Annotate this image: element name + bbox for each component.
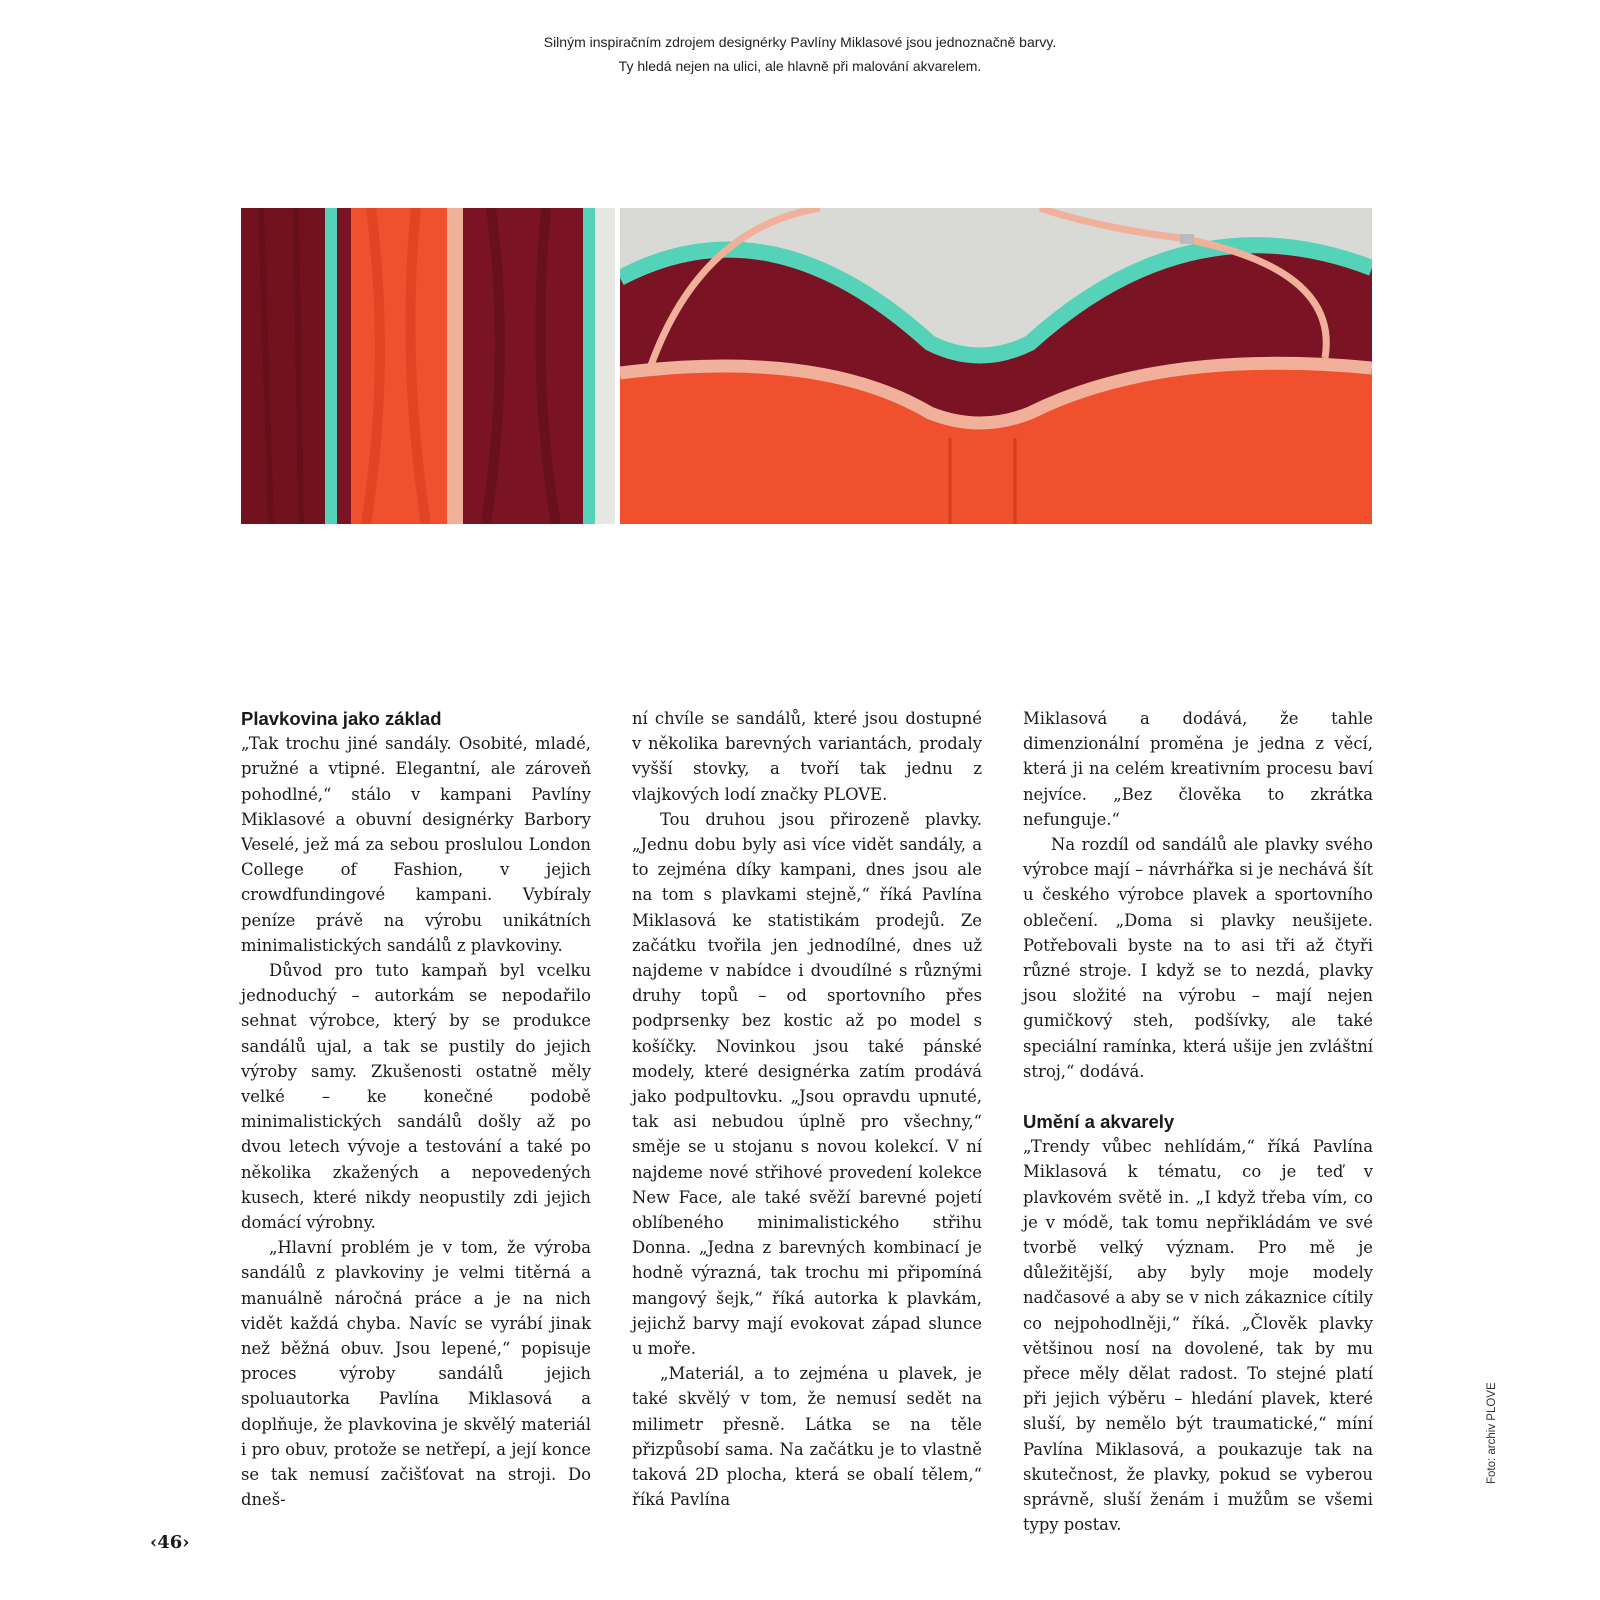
paragraph: „Tak trochu jiné sandály. Osobité, mladé, pružné a vtipné. Elegantní, ale zároveň pohodlné,“ stálo v kampani Pavlíny Miklasové a obuvní designérky Barbory Veselé, jež má za sebou proslulou London College of Fashion, v jejich crowdfundingové kampani. Vybíraly peníze právě na výrobu unikátních minimalistických sandálů z plavkoviny. — [241, 734, 591, 955]
paragraph: Důvod pro tuto kampaň byl vcelku jednoduchý – autorkám se nepodařilo sehnat výrobce, který by se produkce sandálů ujal, a tak se pustily do jejich výroby samy. Zkušenosti ostatně měly velké – ke konečné podobě minimalistických sandálů došly až po dvou letech vývoje a testování a také po několika zkažených a nepovedených kusech, které nikdy neopustily zdi jejich domácí výrobny. — [241, 961, 591, 1233]
swimwear-detail-illustration — [241, 208, 615, 524]
photo-caption — [0, 30, 1600, 78]
swimsuit-top-illustration — [620, 208, 1372, 524]
paragraph: Na rozdíl od sandálů ale plavky svého výrobce mají – návrhářka si je nechává šít u českého výrobce plavek a sportovního oblečení. „Doma si plavky neušijete. Potřebovali byste na to asi tři až čtyři různé stroje. I když se to nezdá, plavky jsou složité na výrobu – mají nejen gumičkový steh, podšívky, ale také speciální ramínka, která ušije jen zvláštní stroj,“ dodává. — [1023, 835, 1373, 1081]
paragraph: „Materiál, a to zejména u plavek, je také skvělý v tom, že nemusí sedět na milimetr přesně. Látka se na těle přizpůsobí sama. Na začátku je to vlastně taková 2D plocha, která se obalí tělem,“ říká Pavlína — [632, 1364, 982, 1510]
paragraph: „Trendy vůbec nehlídám,“ říká Pavlína Miklasová k tématu, co je teď v plavkovém světě in. „I když třeba vím, co je v módě, tak tomu nepřikládám ve své tvorbě velký význam. Pro mě je důležitější, aby byly moje modely nadčasové a aby se v nich zákaznice cítily co nejpohodlněji,“ říká. „Člověk plavky většinou nosí na dovolené, tak by mu přece měly dělat radost. To stejné platí při jejich výběru – hledání plavek, které sluší, by nemělo být traumatické,“ míní Pavlína Miklasová, a poukazuje tak na skutečnost, že plavky, pokud se vyberou správně, sluší ženám i mužům se všemi typy postav. — [1023, 1137, 1373, 1535]
paragraph: Miklasová a dodává, že tahle dimenzionální proměna je jedna z věcí, která ji na celém kreativním procesu baví nejvíce. „Bez člověka to zkrátka nefunguje.“ — [1023, 709, 1373, 829]
section-heading-plavkovina: Plavkovina jako základ — [241, 708, 442, 729]
paragraph: ní chvíle se sandálů, které jsou dostupné v několika barevných variantách, prodaly vyšší stovky, a tvoří tak jednu z vlajkových lodí značky PLOVE. — [632, 709, 982, 804]
swimwear-detail-photo — [241, 208, 615, 524]
paragraph: Tou druhou jsou přirozeně plavky. „Jednu dobu byly asi více vidět sandály, a to zejména díky kampani, dnes jsou ale na tom s plavkami stejně,“ říká Pavlína Miklasová ke statistikám prodejů. Ze začátku tvořila jen jednodílné, dnes už najdeme v nabídce i dvoudílné s různými druhy topů – od sportovního přes podprsenky bez kostic až po model s košíčky. Novinkou jsou také pánské modely, které designérka zatím prodává jako podpultovku. „Jsou opravdu upnuté, tak asi nebudou úplně pro všechny,“ směje se u stojanu s novou kolekcí. V ní najdeme nové střihové provedení kolekce New Face, ale také svěží barevné pojetí oblíbeného minimalistického střihu Donna. „Jedna z barevných kombinací je hodně výrazná, tak trochu mi připomíná mangový šejk,“ říká autorka k plavkám, jejichž barvy mají evokovat západ slunce u moře. — [632, 809, 982, 1359]
swimsuit-top-photo — [620, 208, 1372, 524]
section-heading-umeni: Umění a akvarely — [1023, 1111, 1175, 1133]
caption-line-2: Ty hledá nejen na ulici, ale hlavně při malování akvarelem. — [618, 58, 982, 74]
paragraph: „Hlavní problém je v tom, že výroba sandálů z plavkoviny je velmi titěrná a manuálně náročná práce a je na nich vidět každá chyba. Navíc se vyrábí jinak než běžná obuv. Jsou lepené,“ popisuje proces výroby sandálů jejich spoluautorka Pavlína Miklasová a doplňuje, že plavkovina je skvělý materiál i pro obuv, protože se netřepí, a její konce se tak nemusí začišťovat na stroji. Do dneš- — [241, 1238, 591, 1510]
photo-credit: Foto: archiv PLOVE — [1486, 1382, 1498, 1484]
article-column-2 — [632, 706, 982, 1513]
caption-line-1: Silným inspiračním zdrojem designérky Pavlíny Miklasové jsou jednoznačně barvy. — [543, 34, 1057, 50]
page-number: ‹46› — [150, 1532, 190, 1553]
article-column-3 — [1023, 706, 1373, 1538]
article-column-1 — [241, 706, 591, 1513]
